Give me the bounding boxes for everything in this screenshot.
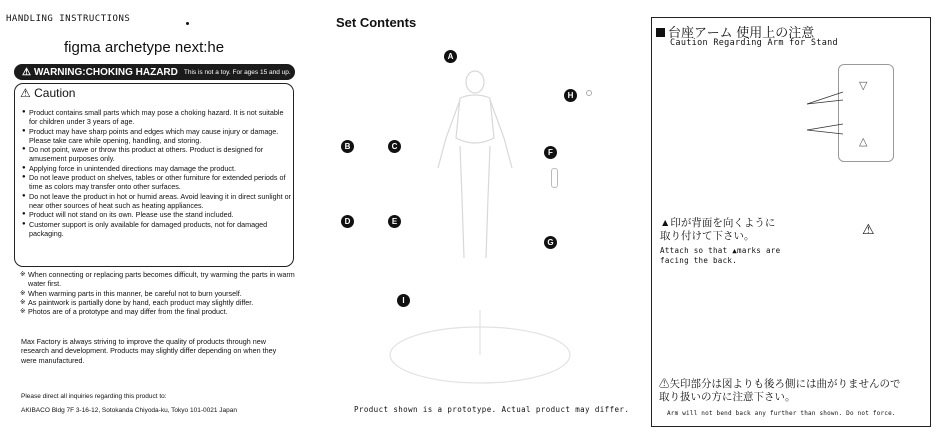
prototype-caption: Product shown is a prototype. Actual product may differ. xyxy=(354,405,630,414)
warning-sub: This is not a toy. For ages 15 and up. xyxy=(183,68,291,76)
attach-instruction-jp: ▲印が背面を向くように 取り付けて下さい。 xyxy=(660,217,776,242)
caution-item: ● Product contains small parts which may pose a choking hazard. It is not suitable for children under 3 years of age. xyxy=(22,108,292,127)
caution-item: ● Do not leave product on shelves, tables or other furniture for extended periods of time as colors may transfer onto other surfaces. xyxy=(22,173,292,192)
dot-mark xyxy=(186,22,189,25)
part-h-image xyxy=(586,90,592,96)
note-item: ※ Photos are of a prototype and may differ from the final product. xyxy=(21,307,296,316)
warning-banner xyxy=(14,64,295,80)
caution-triangle-icon: ⚠ xyxy=(20,86,31,100)
attach-instruction-en: Attach so that ▲marks are facing the back. xyxy=(660,246,781,265)
set-contents-title: Set Contents xyxy=(336,15,417,30)
caution-item: ● Product will not stand on its own. Please use the stand included. xyxy=(22,210,292,219)
note-item: ※ When connecting or replacing parts becomes difficult, try warming the parts in warm water first. xyxy=(21,270,296,289)
pointer-lines xyxy=(805,90,845,140)
caution-item: ● Do not point, wave or throw this product at others. Product is designed for amusement purposes only. xyxy=(22,145,292,164)
warning-icon: ⚠ xyxy=(862,221,875,237)
handling-header: HANDLING INSTRUCTIONS xyxy=(6,14,131,24)
warning-triangle-icon: ⚠ xyxy=(659,378,670,390)
product-name: figma archetype next:he xyxy=(64,39,225,56)
label-b: B xyxy=(341,140,354,153)
warning-triangle-icon: ⚠ xyxy=(22,66,31,78)
caution-item: ● Applying force in unintended directions may damage the product. xyxy=(22,164,292,173)
caution-item: ● Do not leave the product in hot or humid areas. Avoid leaving it in direct sunlight or near other sources of heat such as heating appliances. xyxy=(22,192,292,211)
notes-list xyxy=(21,270,296,316)
label-i: I xyxy=(397,294,410,307)
label-g: G xyxy=(544,236,557,249)
warning-label: WARNING: xyxy=(33,66,86,78)
contact-line-1: Please direct all inquiries regarding this product to: xyxy=(21,393,167,400)
bend-warning-jp: ⚠矢印部分は図よりも後ろ側には曲がりませんので 取り扱いの方に注意下さい。 xyxy=(659,378,901,403)
note-item: ※ As paintwork is partially done by hand, each product may slightly differ. xyxy=(21,298,296,307)
triangle-up-icon: △ xyxy=(859,136,868,148)
caution-title: ⚠ Caution xyxy=(20,86,76,100)
stand-arm-image xyxy=(838,64,894,162)
square-bullet-icon xyxy=(656,28,665,37)
triangle-down-icon: ▽ xyxy=(859,80,868,92)
stand-image xyxy=(380,300,580,390)
label-h: H xyxy=(564,89,577,102)
stand-arm-title: 台座アーム 使用上の注意 xyxy=(656,22,814,41)
max-factory-note: Max Factory is always striving to improve the quality of products through new research and development. Products may slightly differ depending on when they were manufactured. xyxy=(21,337,277,365)
part-f-image xyxy=(551,168,558,188)
stand-arm-subtitle: Caution Regarding Arm for Stand xyxy=(670,38,838,48)
left-panel xyxy=(0,0,310,444)
caution-item: ● Customer support is only available for damaged products, not for damaged packaging. xyxy=(22,220,292,239)
caution-list xyxy=(22,108,292,238)
label-a: A xyxy=(444,50,457,63)
label-c: C xyxy=(388,140,401,153)
note-item: ※ When warming parts in this manner, be careful not to burn yourself. xyxy=(21,289,296,298)
label-f: F xyxy=(544,146,557,159)
contact-line-2: AKIBACO Bldg 7F 3-16-12, Sotokanda Chiyoda-ku, Tokyo 101-0021 Japan xyxy=(21,407,237,414)
caution-item: ● Product may have sharp points and edges which may cause injury or damage. Please take care while opening, handling, and storing. xyxy=(22,127,292,146)
label-e: E xyxy=(388,215,401,228)
label-d: D xyxy=(341,215,354,228)
bend-warning-en: Arm will not bend back any further than shown. Do not force. xyxy=(667,410,896,417)
figure-silhouette xyxy=(420,68,530,268)
warning-hazard: CHOKING HAZARD xyxy=(85,66,178,78)
